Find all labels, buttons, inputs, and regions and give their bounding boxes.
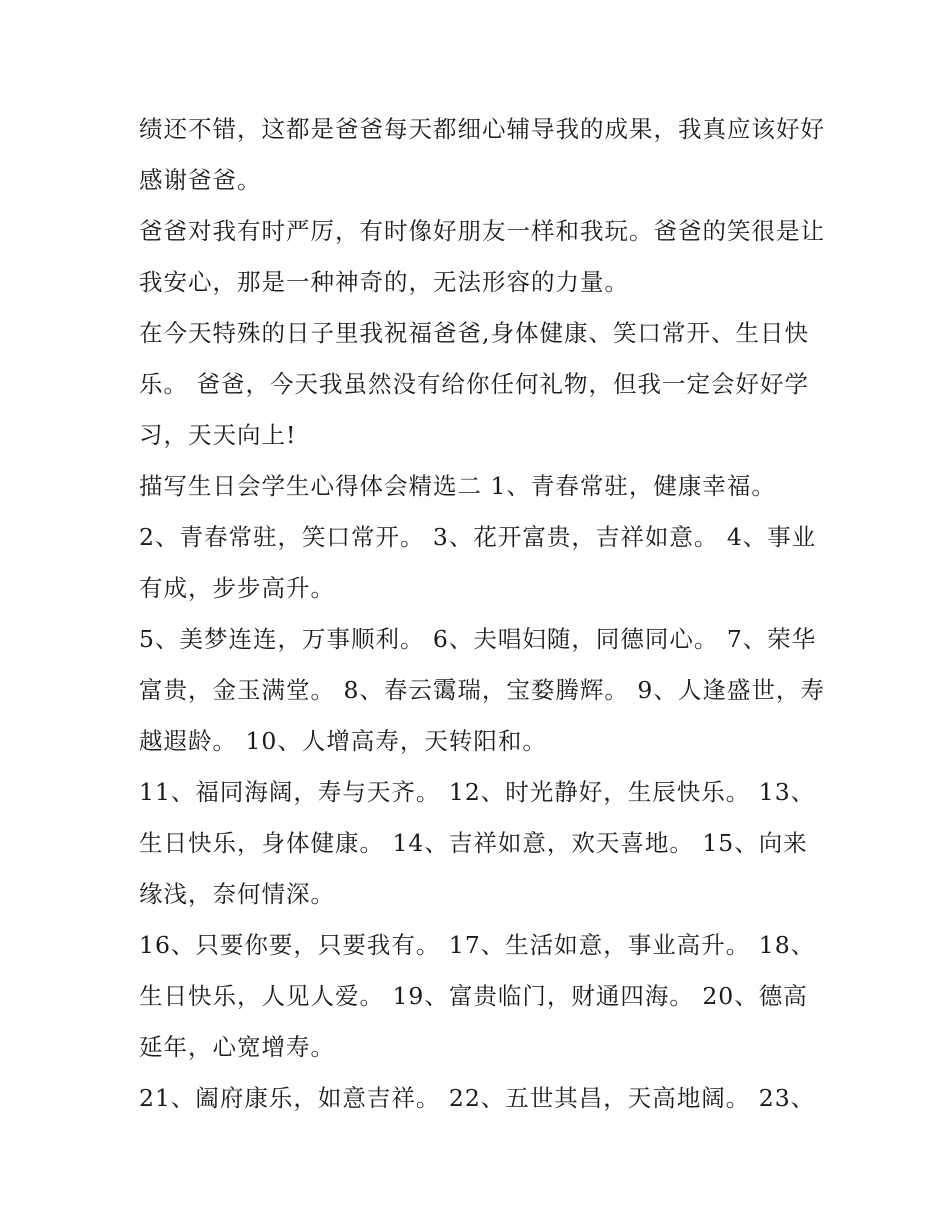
paragraph: 5、美梦连连，万事顺利。 6、夫唱妇随，同德同心。 7、荣华富贵，金玉满堂。 8、春云霭瑞，宝婺腾辉。 9、人逢盛世，寿越遐龄。 10、人增高寿，天转阳和。 [139, 625, 825, 755]
paragraph: 描写生日会学生心得体会精选二 1、青春常驻，健康幸福。 [139, 472, 776, 500]
paragraph: 在今天特殊的日子里我祝福爸爸,身体健康、笑口常开、生日快乐。 爸爸，今天我虽然没有给你任何礼物，但我一定会好好学习，天天向上! [139, 319, 809, 449]
paragraph: 16、只要你要，只要我有。 17、生活如意，事业高升。 18、生日快乐，人见人爱。 19、富贵临门，财通四海。 20、德高延年，心宽增寿。 [139, 931, 816, 1061]
document-body [139, 104, 829, 1124]
paragraph: 2、青春常驻，笑口常开。 3、花开富贵，吉祥如意。 4、事业有成，步步高升。 [139, 523, 817, 602]
paragraph: 21、阖府康乐，如意吉祥。 22、五世其昌，天高地阔。 23、 [139, 1084, 816, 1112]
paragraph: 爸爸对我有时严厉，有时像好朋友一样和我玩。爸爸的笑很是让我安心，那是一种神奇的，无法形容的力量。 [139, 217, 825, 296]
paragraph: 11、福同海阔，寿与天齐。 12、时光静好，生辰快乐。 13、生日快乐，身体健康。 14、吉祥如意，欢天喜地。 15、向来缘浅，奈何情深。 [139, 778, 816, 908]
paragraph: 绩还不错，这都是爸爸每天都细心辅导我的成果，我真应该好好感谢爸爸。 [139, 115, 825, 194]
